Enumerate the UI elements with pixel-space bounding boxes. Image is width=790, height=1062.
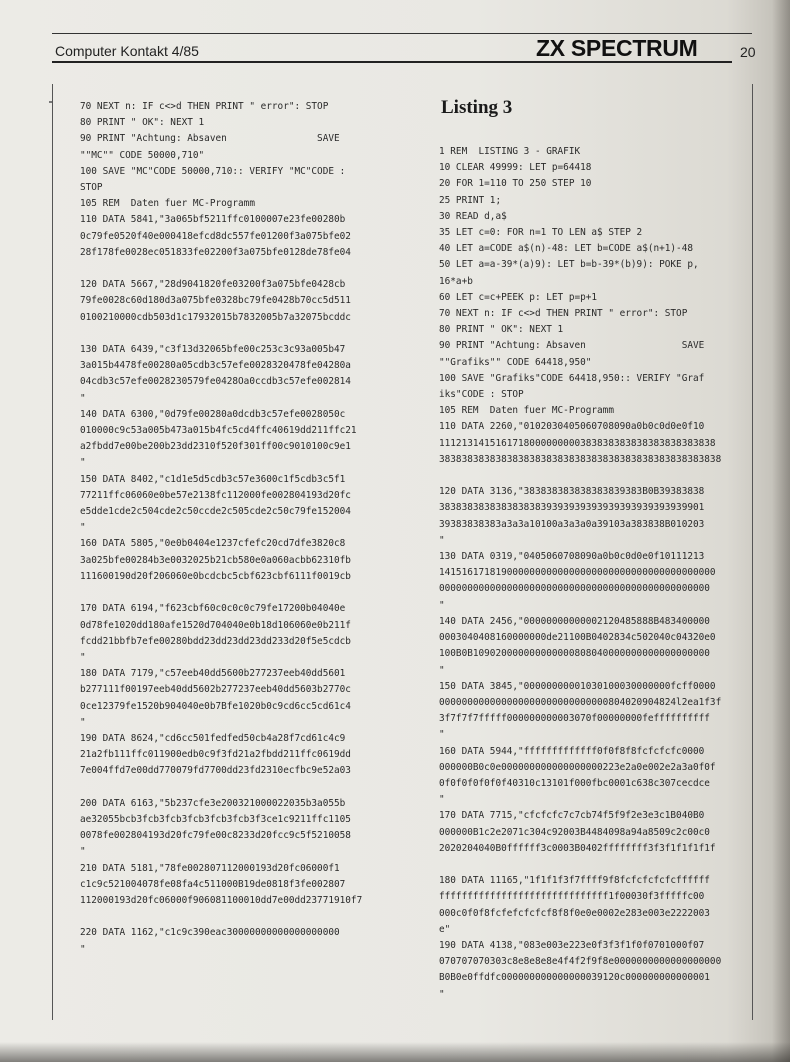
code-line: 0d78fe1020dd180afe1520d704040e0b18d106060e0b211f bbox=[80, 619, 351, 631]
code-line: 220 DATA 1162,"c1c9c390eac30000000000000000000 bbox=[80, 927, 340, 939]
code-line: " bbox=[439, 599, 445, 611]
code-line: ae32055bcb3fcb3fcb3fcb3fcb3fcb3f3ce1c9211ffc1105 bbox=[80, 813, 351, 825]
listing-title: Listing 3 bbox=[441, 97, 513, 118]
code-line: 111600190d20f206060e0bcdcbc5cbf623cbf6111f0019cb bbox=[80, 570, 351, 582]
code-line: 130 DATA 0319,"0405060708090a0b0c0d0e0f10111213 bbox=[439, 551, 705, 563]
code-line: 070707070303c8e8e8e8e4f4f2f9f8e0000000000000000000 bbox=[439, 956, 722, 968]
code-line: 210 DATA 5181,"78fe002807112000193d20fc06000f1 bbox=[80, 862, 340, 874]
code-line: 150 DATA 3845,"00000000001030100030000000fcff0000 bbox=[439, 680, 716, 692]
code-line: 180 DATA 11165,"1f1f1f3f7ffff9f8fcfcfcfcfcffffff bbox=[439, 875, 710, 887]
code-line: " bbox=[80, 651, 86, 663]
code-line: 0003040408160000000de21100B0402834c502040c04320e0 bbox=[439, 632, 716, 644]
code-line: 90 PRINT "Achtung: Absaven SAVE bbox=[80, 133, 340, 145]
code-line: 110 DATA 5841,"3a065bf5211ffc0100007e23fe00280b bbox=[80, 214, 346, 226]
code-line: B0B0e0ffdfc000000000000000039120c000000000000001 bbox=[439, 972, 710, 984]
print-speck bbox=[49, 101, 52, 103]
code-line: STOP bbox=[80, 182, 103, 194]
code-line: 120 DATA 5667,"28d9041820fe03200f3a075bfe0428cb bbox=[80, 279, 346, 291]
code-line: 20 FOR 1=110 TO 250 STEP 10 bbox=[439, 178, 592, 190]
code-line: 105 REM Daten fuer MC-Programm bbox=[439, 405, 614, 417]
code-line: e" bbox=[439, 923, 451, 935]
code-line: 38383838383838383838383838383838383838383838383838 bbox=[439, 453, 722, 465]
code-line: ffffffffffffffffffffffffffffff1f00030f3fffffc00 bbox=[439, 891, 705, 903]
code-line: " bbox=[439, 988, 445, 1000]
code-line: b277111f00197eeb40dd5602b277237eeb40dd5603b2770c bbox=[80, 684, 351, 696]
code-line: 30 READ d,a$ bbox=[439, 210, 507, 222]
code-line: 35 LET c=0: FOR n=1 TO LEN a$ STEP 2 bbox=[439, 227, 643, 239]
listing-right-column bbox=[439, 144, 739, 1003]
code-line: 25 PRINT 1; bbox=[439, 194, 502, 206]
code-line: 100B0B109020000000000000808040000000000000000000 bbox=[439, 648, 710, 660]
code-line: 70 NEXT n: IF c<>d THEN PRINT " error": STOP bbox=[439, 308, 688, 320]
code-line: 140 DATA 6300,"0d79fe00280a0dcdb3c57efe0028050c bbox=[80, 408, 346, 420]
code-line: " bbox=[80, 392, 86, 404]
code-line: 3f7f7f7fffff000000000003070f00000000feffffffffff bbox=[439, 713, 710, 725]
code-line: 000c0f0f8fcfefcfcfcf8f8f0e0e0002e283e003e2222003 bbox=[439, 907, 710, 919]
code-line: " bbox=[80, 457, 86, 469]
code-line bbox=[80, 261, 370, 277]
code-line: 200 DATA 6163,"5b237cfe3e200321000022035b3a055b bbox=[80, 797, 346, 809]
code-line: c1c9c521004078fe08fa4c511000B19de0818f3fe002807 bbox=[80, 878, 346, 890]
code-line: " bbox=[80, 716, 86, 728]
code-line: 000000000000000000000000000000000000000000000000 bbox=[439, 583, 710, 595]
code-line: 140 DATA 2456,"00000000000002120485888B483400000 bbox=[439, 615, 710, 627]
code-line: 000000000000000000000000000000804020904824l2ea1f3f bbox=[439, 696, 722, 708]
code-line: 50 LET a=a-39*(a)9): LET b=b-39*(b)9): POKE p, bbox=[439, 259, 699, 271]
code-line: 79fe0028c60d180d3a075bfe0328bc79fe0428b70cc5d511 bbox=[80, 295, 351, 307]
code-line: e5dde1cde2c504cde2c50ccde2c505cde2c50c79fe152004 bbox=[80, 506, 351, 518]
code-line: 40 LET a=CODE a$(n)-48: LET b=CODE a$(n+1)-48 bbox=[439, 243, 693, 255]
code-line: fcdd21bbfb7efe00280bdd23dd23dd23dd233d20f5e5cdcb bbox=[80, 635, 351, 647]
section-title: ZX SPECTRUM bbox=[536, 35, 698, 61]
code-line: 38383838383838383839393939393939393939393939901 bbox=[439, 502, 705, 514]
code-line: 77211ffc06060e0be57e2138fc112000fe002804193d20fc bbox=[80, 489, 351, 501]
listing-left-column bbox=[80, 99, 370, 958]
code-line: 160 DATA 5805,"0e0b0404e1237cfefc20cd7dfe3820c8 bbox=[80, 538, 346, 550]
code-line: 0c79fe0520f40e000418efcd8dc557fe01200f3a075bfe02 bbox=[80, 230, 351, 242]
code-line bbox=[439, 857, 739, 873]
code-line: " bbox=[439, 534, 445, 546]
page-number: 20 bbox=[740, 44, 756, 60]
code-line: 90 PRINT "Achtung: Absaven SAVE bbox=[439, 340, 705, 352]
code-line: 150 DATA 8402,"c1d1e5d5cdb3c57e3600c1f5cdb3c5f1 bbox=[80, 473, 346, 485]
code-line: 170 DATA 6194,"f623cbf60c0c0c0c79fe17200b04040e bbox=[80, 603, 346, 615]
header-rule bbox=[52, 61, 732, 63]
page-bottom-shadow bbox=[0, 1042, 790, 1062]
code-line: 80 PRINT " OK": NEXT 1 bbox=[80, 117, 205, 129]
code-line: 190 DATA 8624,"cd6cc501fedfed50cb4a28f7cd61c4c9 bbox=[80, 732, 346, 744]
code-line: " bbox=[80, 846, 86, 858]
code-line bbox=[80, 585, 370, 601]
magazine-issue: Computer Kontakt 4/85 bbox=[55, 43, 199, 59]
code-line: 170 DATA 7715,"cfcfcfc7c7cb74f5f9f2e3e3c1B040B0 bbox=[439, 810, 705, 822]
code-line: 000000B1c2e2071c304c92003B4484098a94a8509c2c00c0 bbox=[439, 826, 710, 838]
code-line: 160 DATA 5944,"fffffffffffff0f0f8f8fcfcfcfc0000 bbox=[439, 745, 705, 757]
code-line: 190 DATA 4138,"083e003e223e0f3f3f1f0f0701000f07 bbox=[439, 939, 705, 951]
code-line: iks"CODE : STOP bbox=[439, 389, 524, 401]
code-line: 110 DATA 2260,"0102030405060708090a0b0c0d0e0f10 bbox=[439, 421, 705, 433]
code-line: 04cdb3c57efe0028230579fe0428Oa0ccdb3c57efe002814 bbox=[80, 376, 351, 388]
code-line: 60 LET c=c+PEEK p: LET p=p+1 bbox=[439, 291, 598, 303]
code-line: 3a025bfe00284b3e0032025b21cb580e0a060acbb62310fb bbox=[80, 554, 351, 566]
code-line: 28f178fe0028ec051833fe02200f3a075bfe0128de78fe04 bbox=[80, 246, 351, 258]
code-line: 21a2fb111ffc011900edb0c9f3fd21a2fbdd211ffc0619dd bbox=[80, 749, 351, 761]
code-line: ""Grafiks"" CODE 64418,950" bbox=[439, 356, 592, 368]
code-line: " bbox=[80, 943, 86, 955]
code-line: 70 NEXT n: IF c<>d THEN PRINT " error": STOP bbox=[80, 101, 329, 112]
code-line: 120 DATA 3136,"383838383838383839383B0B39383838 bbox=[439, 486, 705, 498]
code-line: 16*a+b bbox=[439, 275, 473, 287]
code-line: 0f0f0f0f0f0f40310c13101f000fbc0001c638c307cecdce bbox=[439, 777, 710, 789]
code-line: 180 DATA 7179,"c57eeb40dd5600b277237eeb40dd5601 bbox=[80, 668, 346, 680]
code-line: " bbox=[439, 729, 445, 741]
code-line: 10 CLEAR 49999: LET p=64418 bbox=[439, 162, 592, 174]
code-line bbox=[439, 468, 739, 484]
code-line: 105 REM Daten fuer MC-Programm bbox=[80, 198, 255, 210]
top-rule bbox=[52, 33, 752, 34]
code-line: 80 PRINT " OK": NEXT 1 bbox=[439, 324, 564, 336]
code-line: 100 SAVE "MC"CODE 50000,710:: VERIFY "MC"CODE : bbox=[80, 165, 346, 177]
code-line: 010000c9c53a005b473a015b4fc5cd4ffc40619dd211ffc21 bbox=[80, 425, 357, 437]
code-line: 0ce12379fe1520b904040e0b7Bfe1020b0c9cd6cc5cd61c4 bbox=[80, 700, 351, 712]
code-line bbox=[80, 780, 370, 796]
code-line: 39383838383a3a3a10100a3a3a0a39103a383838B010203 bbox=[439, 518, 705, 530]
code-line: 0100210000cdb503d1c17932015b7832005b7a32075bcddc bbox=[80, 311, 351, 323]
code-line: a2fbdd7e00be200b23dd2310f520f301ff00c9010100c9e1 bbox=[80, 441, 351, 453]
code-line bbox=[80, 909, 370, 925]
code-line: 7e004ffd7e00dd770079fd7700dd23fd2310ecfbc9e52a03 bbox=[80, 765, 351, 777]
code-line: " bbox=[439, 794, 445, 806]
code-line: 130 DATA 6439,"c3f13d32065bfe00c253c3c93a005b47 bbox=[80, 344, 346, 356]
code-line: 2020204040B0ffffff3c0003B0402ffffffff3f3f1f1f1f1f bbox=[439, 842, 716, 854]
page-edge-shadow bbox=[772, 0, 790, 1062]
code-line: " bbox=[80, 522, 86, 534]
code-line: 3a015b4478fe00280a05cdb3c57efe0028320478fe04280a bbox=[80, 360, 351, 372]
code-line: 1415161718190000000000000000000000000000000000000 bbox=[439, 567, 716, 579]
code-line: " bbox=[439, 664, 445, 676]
code-line: 1112131415161718000000000383838383838383838383838 bbox=[439, 437, 716, 449]
code-line: 000000B0c0e000000000000000000223e2a0e002e2a3a0f0f bbox=[439, 761, 716, 773]
code-line: 100 SAVE "Grafiks"CODE 64418,950:: VERIFY "Graf bbox=[439, 372, 705, 384]
code-line bbox=[80, 326, 370, 342]
code-line: ""MC"" CODE 50000,710" bbox=[80, 149, 205, 161]
code-line: 112000193d20fc06000f906081100010dd7e00dd23771910f7 bbox=[80, 894, 363, 906]
code-line: 1 REM LISTING 3 - GRAFIK bbox=[439, 146, 581, 157]
code-line: 0078fe002804193d20fc79fe00c8233d20fcc9c5f5210058 bbox=[80, 830, 351, 842]
